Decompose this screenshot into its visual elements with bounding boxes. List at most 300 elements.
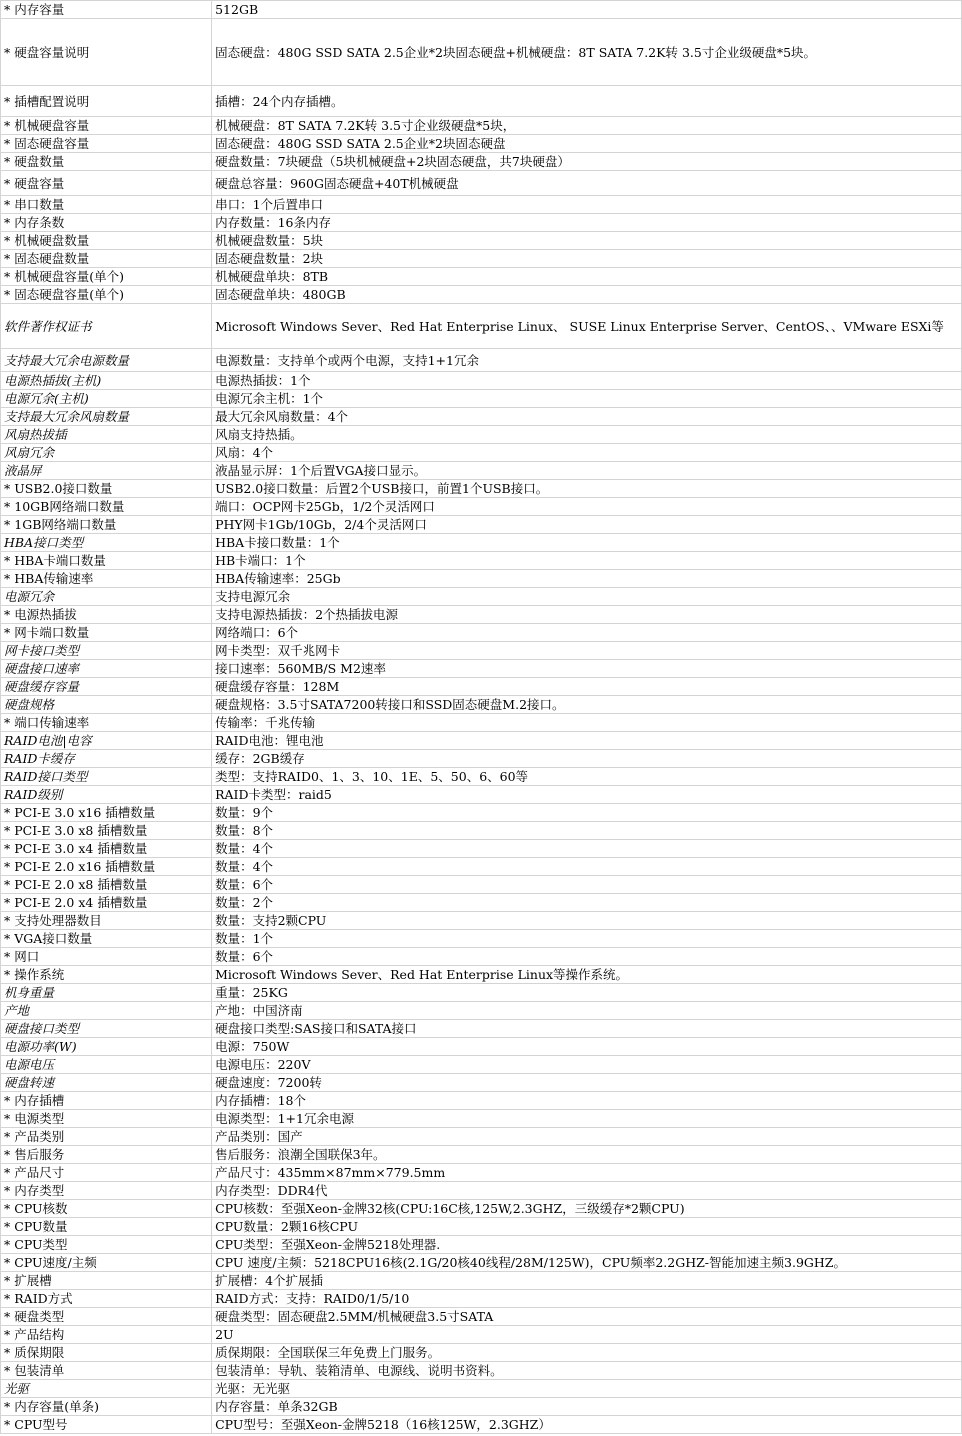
spec-value: 重量：25KG <box>212 984 962 1002</box>
spec-label-cell <box>1 1254 212 1272</box>
table-row <box>1 948 962 966</box>
spec-label-cell <box>1 1164 212 1182</box>
required-star-icon: * <box>4 118 11 133</box>
spec-value: 电源电压：220V <box>212 1056 962 1074</box>
spec-label: 硬盘缓存容量 <box>4 679 80 694</box>
spec-value: 光驱：无光驱 <box>212 1380 962 1398</box>
spec-label: 硬盘接口速率 <box>4 661 80 676</box>
spec-label-cell <box>1 1092 212 1110</box>
spec-label-cell <box>1 462 212 480</box>
spec-label-cell <box>1 588 212 606</box>
spec-label-cell <box>1 732 212 750</box>
spec-label: 包装清单 <box>14 1363 65 1378</box>
spec-label-cell <box>1 552 212 570</box>
spec-label: RAID方式 <box>14 1291 73 1306</box>
required-star-icon: * <box>4 251 11 266</box>
spec-label: 电源热插拔(主机) <box>4 373 102 388</box>
spec-label: 电源冗余(主机) <box>4 391 89 406</box>
spec-label: 机械硬盘容量(单个) <box>14 269 125 284</box>
table-row <box>1 678 962 696</box>
table-row <box>1 250 962 268</box>
spec-label: 内存类型 <box>14 1183 65 1198</box>
spec-value: 电源热插拔：1个 <box>212 372 962 390</box>
spec-value: 机械硬盘：8T SATA 7.2K转 3.5寸企业级硬盘*5块， <box>212 117 962 135</box>
spec-label: PCI-E 2.0 x4 插槽数量 <box>14 895 148 910</box>
table-row <box>1 660 962 678</box>
required-star-icon: * <box>4 1363 11 1378</box>
table-row <box>1 858 962 876</box>
spec-label-cell <box>1 750 212 768</box>
table-row <box>1 1056 962 1074</box>
required-star-icon: * <box>4 197 11 212</box>
spec-label: USB2.0接口数量 <box>14 481 113 496</box>
table-row <box>1 1344 962 1362</box>
table-row <box>1 1308 962 1326</box>
spec-value: USB2.0接口数量：后置2个USB接口，前置1个USB接口。 <box>212 480 962 498</box>
spec-label: 网卡接口类型 <box>4 643 80 658</box>
table-row <box>1 1200 962 1218</box>
spec-label: RAID卡缓存 <box>4 751 75 766</box>
spec-label-cell <box>1 912 212 930</box>
spec-label: 质保期限 <box>14 1345 65 1360</box>
spec-value: 质保期限：全国联保三年免费上门服务。 <box>212 1344 962 1362</box>
spec-label-cell <box>1 1002 212 1020</box>
spec-value: CPU数量：2颗16核CPU <box>212 1218 962 1236</box>
spec-value: 512GB <box>212 1 962 19</box>
spec-label-cell <box>1 1236 212 1254</box>
required-star-icon: * <box>4 841 11 856</box>
table-row <box>1 462 962 480</box>
table-row <box>1 984 962 1002</box>
required-star-icon: * <box>4 499 11 514</box>
spec-value: 产品尺寸：435mm×87mm×779.5mm <box>212 1164 962 1182</box>
spec-label-cell <box>1 349 212 372</box>
required-star-icon: * <box>4 1345 11 1360</box>
spec-value: CPU核数：至强Xeon-金牌32核(CPU:16C核,125W,2.3GHZ，三级缓存*2颗CPU) <box>212 1200 962 1218</box>
table-row <box>1 624 962 642</box>
table-row <box>1 804 962 822</box>
spec-label: 固态硬盘容量(单个) <box>14 287 125 302</box>
spec-label: 1GB网络端口数量 <box>14 517 117 532</box>
spec-label-cell <box>1 1272 212 1290</box>
required-star-icon: * <box>4 269 11 284</box>
spec-table-body <box>1 1 962 1434</box>
spec-label: PCI-E 3.0 x8 插槽数量 <box>14 823 148 838</box>
table-row <box>1 822 962 840</box>
spec-label: 内存容量 <box>14 2 65 17</box>
spec-label: CPU型号 <box>14 1417 68 1432</box>
spec-label: PCI-E 3.0 x4 插槽数量 <box>14 841 148 856</box>
table-row <box>1 153 962 171</box>
table-row <box>1 1128 962 1146</box>
spec-label: 内存插槽 <box>14 1093 65 1108</box>
required-star-icon: * <box>4 823 11 838</box>
required-star-icon: * <box>4 1201 11 1216</box>
required-star-icon: * <box>4 481 11 496</box>
spec-label: 10GB网络端口数量 <box>14 499 125 514</box>
spec-value: 固态硬盘：480G SSD SATA 2.5企业*2块固态硬盘+机械硬盘：8T SATA 7.2K转 3.5寸企业级硬盘*5块。 <box>212 19 962 86</box>
required-star-icon: * <box>4 931 11 946</box>
spec-label: 电源热插拔 <box>14 607 77 622</box>
table-row <box>1 1182 962 1200</box>
spec-label-cell <box>1 966 212 984</box>
required-star-icon: * <box>4 1129 11 1144</box>
spec-label-cell <box>1 444 212 462</box>
spec-label: PCI-E 2.0 x8 插槽数量 <box>14 877 148 892</box>
required-star-icon: * <box>4 233 11 248</box>
spec-value: 数量：6个 <box>212 876 962 894</box>
spec-label-cell <box>1 822 212 840</box>
spec-label-cell <box>1 1110 212 1128</box>
spec-label: 电源功率(W) <box>4 1039 77 1054</box>
spec-label-cell <box>1 19 212 86</box>
spec-value: 扩展槽：4个扩展插 <box>212 1272 962 1290</box>
spec-value: 产地：中国济南 <box>212 1002 962 1020</box>
spec-value: 数量：4个 <box>212 858 962 876</box>
required-star-icon: * <box>4 715 11 730</box>
spec-label: CPU速度/主频 <box>14 1255 97 1270</box>
table-row <box>1 1326 962 1344</box>
table-row <box>1 349 962 372</box>
spec-value: 硬盘接口类型:SAS接口和SATA接口 <box>212 1020 962 1038</box>
table-row <box>1 1074 962 1092</box>
spec-label: 操作系统 <box>14 967 65 982</box>
spec-label: 端口传输速率 <box>14 715 90 730</box>
spec-value: 网络端口：6个 <box>212 624 962 642</box>
spec-value: HBA传输速率：25Gb <box>212 570 962 588</box>
spec-label-cell <box>1 86 212 117</box>
spec-label-cell <box>1 153 212 171</box>
table-row <box>1 516 962 534</box>
required-star-icon: * <box>4 607 11 622</box>
required-star-icon: * <box>4 1147 11 1162</box>
required-star-icon: * <box>4 154 11 169</box>
spec-label: 硬盘容量说明 <box>14 44 90 60</box>
spec-label: 液晶屏 <box>4 463 42 478</box>
spec-value: 内存数量：16条内存 <box>212 214 962 232</box>
required-star-icon: * <box>4 1309 11 1324</box>
required-star-icon: * <box>4 895 11 910</box>
spec-label-cell <box>1 1398 212 1416</box>
spec-label: 固态硬盘数量 <box>14 251 90 266</box>
spec-value: 硬盘类型：固态硬盘2.5MM/机械硬盘3.5寸SATA <box>212 1308 962 1326</box>
required-star-icon: * <box>4 1219 11 1234</box>
spec-label: 内存条数 <box>14 215 65 230</box>
table-row <box>1 714 962 732</box>
spec-label-cell <box>1 534 212 552</box>
spec-label-cell <box>1 660 212 678</box>
table-row <box>1 214 962 232</box>
table-row <box>1 1362 962 1380</box>
spec-label-cell <box>1 250 212 268</box>
spec-value: 接口速率：560MB/S M2速率 <box>212 660 962 678</box>
spec-value: 传输率：千兆传输 <box>212 714 962 732</box>
spec-label-cell <box>1 570 212 588</box>
spec-label: CPU核数 <box>14 1201 68 1216</box>
spec-label-cell <box>1 1290 212 1308</box>
table-row <box>1 534 962 552</box>
table-row <box>1 117 962 135</box>
spec-label-cell <box>1 1128 212 1146</box>
spec-label-cell <box>1 840 212 858</box>
table-row <box>1 1002 962 1020</box>
spec-value: 售后服务：浪潮全国联保3年。 <box>212 1146 962 1164</box>
required-star-icon: * <box>4 1111 11 1126</box>
required-star-icon: * <box>4 93 11 109</box>
spec-label-cell <box>1 876 212 894</box>
table-row <box>1 372 962 390</box>
spec-label: 硬盘数量 <box>14 154 65 169</box>
spec-label-cell <box>1 930 212 948</box>
table-row <box>1 552 962 570</box>
spec-value: CPU 速度/主频：5218CPU16核(2.1G/20核40线程/28M/125W)，CPU频率2.2GHZ-智能加速主频3.9GHZ。 <box>212 1254 962 1272</box>
spec-label: PCI-E 2.0 x16 插槽数量 <box>14 859 156 874</box>
spec-value: 风扇支持热插。 <box>212 426 962 444</box>
table-row <box>1 1290 962 1308</box>
spec-label-cell <box>1 714 212 732</box>
spec-value: 产品类别：国产 <box>212 1128 962 1146</box>
table-row <box>1 696 962 714</box>
spec-label: PCI-E 3.0 x16 插槽数量 <box>14 805 156 820</box>
spec-label: HBA卡端口数量 <box>14 553 106 568</box>
spec-label-cell <box>1 786 212 804</box>
spec-label-cell <box>1 232 212 250</box>
spec-value: RAID卡类型：raid5 <box>212 786 962 804</box>
table-row <box>1 1020 962 1038</box>
table-row <box>1 426 962 444</box>
spec-label: 产品尺寸 <box>14 1165 65 1180</box>
required-star-icon: * <box>4 859 11 874</box>
spec-label: 串口数量 <box>14 197 65 212</box>
spec-value: 电源类型：1+1冗余电源 <box>212 1110 962 1128</box>
spec-label-cell <box>1 642 212 660</box>
required-star-icon: * <box>4 1237 11 1252</box>
spec-value: 插槽：24个内存插槽。 <box>212 86 962 117</box>
spec-label-cell <box>1 117 212 135</box>
spec-label-cell <box>1 1362 212 1380</box>
table-row <box>1 286 962 304</box>
spec-label: 支持最大冗余电源数量 <box>4 352 130 368</box>
spec-value: 数量：2个 <box>212 894 962 912</box>
table-row <box>1 1110 962 1128</box>
table-row <box>1 268 962 286</box>
spec-label-cell <box>1 1020 212 1038</box>
spec-label: 产品类别 <box>14 1129 65 1144</box>
spec-label-cell <box>1 678 212 696</box>
spec-label-cell <box>1 1056 212 1074</box>
spec-label: HBA接口类型 <box>4 535 84 550</box>
required-star-icon: * <box>4 1165 11 1180</box>
required-star-icon: * <box>4 1255 11 1270</box>
spec-label: 支持处理器数目 <box>14 913 102 928</box>
table-row <box>1 196 962 214</box>
spec-label: 产品结构 <box>14 1327 65 1342</box>
spec-value: Microsoft Windows Sever、Red Hat Enterprise Linux、 SUSE Linux Enterprise Server、CentOS、、VMware ESXi等 <box>212 304 962 349</box>
spec-label: 内存容量(单条) <box>14 1399 100 1414</box>
spec-label-cell <box>1 894 212 912</box>
required-star-icon: * <box>4 1327 11 1342</box>
required-star-icon: * <box>4 287 11 302</box>
spec-value: 硬盘数量：7块硬盘（5块机械硬盘+2块固态硬盘，共7块硬盘） <box>212 153 962 171</box>
spec-value: 数量：8个 <box>212 822 962 840</box>
spec-label: 网口 <box>14 949 40 964</box>
required-star-icon: * <box>4 877 11 892</box>
table-row <box>1 1164 962 1182</box>
table-row <box>1 86 962 117</box>
table-row <box>1 966 962 984</box>
table-row <box>1 642 962 660</box>
spec-label: RAID电池|电容 <box>4 733 92 748</box>
spec-label: 售后服务 <box>14 1147 65 1162</box>
spec-label-cell <box>1 286 212 304</box>
spec-label: 固态硬盘容量 <box>14 136 90 151</box>
required-star-icon: * <box>4 805 11 820</box>
spec-label: 机身重量 <box>4 985 55 1000</box>
spec-value: 固态硬盘：480G SSD SATA 2.5企业*2块固态硬盘 <box>212 135 962 153</box>
spec-value: 缓存：2GB缓存 <box>212 750 962 768</box>
spec-value: 机械硬盘单块：8TB <box>212 268 962 286</box>
spec-label: 网卡端口数量 <box>14 625 90 640</box>
spec-value: 支持电源冗余 <box>212 588 962 606</box>
spec-label: 产地 <box>4 1003 30 1018</box>
required-star-icon: * <box>4 913 11 928</box>
spec-label: VGA接口数量 <box>14 931 93 946</box>
spec-label-cell <box>1 372 212 390</box>
spec-label: 软件著作权证书 <box>4 318 92 334</box>
spec-label: 扩展槽 <box>14 1273 52 1288</box>
table-row <box>1 768 962 786</box>
table-row <box>1 732 962 750</box>
spec-label-cell <box>1 1038 212 1056</box>
table-row <box>1 1038 962 1056</box>
spec-value: 机械硬盘数量：5块 <box>212 232 962 250</box>
spec-label: 支持最大冗余风扇数量 <box>4 409 130 424</box>
table-row <box>1 390 962 408</box>
required-star-icon: * <box>4 1273 11 1288</box>
spec-label-cell <box>1 1344 212 1362</box>
required-star-icon: * <box>4 1093 11 1108</box>
spec-value: 风扇：4个 <box>212 444 962 462</box>
spec-label: 光驱 <box>4 1381 30 1396</box>
spec-label-cell <box>1 1308 212 1326</box>
spec-label-cell <box>1 984 212 1002</box>
spec-label-cell <box>1 858 212 876</box>
spec-value: RAID电池：锂电池 <box>212 732 962 750</box>
spec-value: 固态硬盘数量：2块 <box>212 250 962 268</box>
required-star-icon: * <box>4 136 11 151</box>
spec-value: 内存类型：DDR4代 <box>212 1182 962 1200</box>
spec-label: HBA传输速率 <box>14 571 94 586</box>
spec-value: Microsoft Windows Sever、Red Hat Enterprise Linux等操作系统。 <box>212 966 962 984</box>
required-star-icon: * <box>4 967 11 982</box>
spec-value: CPU型号：至强Xeon-金牌5218（16核125W，2.3GHZ） <box>212 1416 962 1434</box>
table-row <box>1 588 962 606</box>
required-star-icon: * <box>4 1399 11 1414</box>
spec-label-cell <box>1 408 212 426</box>
table-row <box>1 480 962 498</box>
table-row <box>1 1380 962 1398</box>
required-star-icon: * <box>4 44 11 60</box>
spec-value: 硬盘速度：7200转 <box>212 1074 962 1092</box>
spec-label: 机械硬盘容量 <box>14 118 90 133</box>
table-row <box>1 171 962 196</box>
spec-value: 2U <box>212 1326 962 1344</box>
spec-value: CPU类型：至强Xeon-金牌5218处理器. <box>212 1236 962 1254</box>
spec-label-cell <box>1 498 212 516</box>
spec-label-cell <box>1 135 212 153</box>
spec-value: 内存插槽：18个 <box>212 1092 962 1110</box>
spec-value: 网卡类型：双千兆网卡 <box>212 642 962 660</box>
spec-label-cell <box>1 606 212 624</box>
table-row <box>1 444 962 462</box>
table-row <box>1 498 962 516</box>
table-row <box>1 570 962 588</box>
table-row <box>1 19 962 86</box>
required-star-icon: * <box>4 2 11 17</box>
spec-label: CPU类型 <box>14 1237 68 1252</box>
spec-value: 电源数量：支持单个或两个电源，支持1+1冗余 <box>212 349 962 372</box>
required-star-icon: * <box>4 949 11 964</box>
spec-value: 数量：支持2颗CPU <box>212 912 962 930</box>
spec-label: CPU数量 <box>14 1219 68 1234</box>
spec-label-cell <box>1 804 212 822</box>
table-row <box>1 135 962 153</box>
table-row <box>1 750 962 768</box>
spec-label-cell <box>1 696 212 714</box>
spec-value: 最大冗余风扇数量：4个 <box>212 408 962 426</box>
spec-label-cell <box>1 390 212 408</box>
spec-label-cell <box>1 426 212 444</box>
spec-label: 插槽配置说明 <box>14 93 90 109</box>
table-row <box>1 304 962 349</box>
spec-value: PHY网卡1Gb/10Gb，2/4个灵活网口 <box>212 516 962 534</box>
spec-value: 串口：1个后置串口 <box>212 196 962 214</box>
spec-label: RAID级别 <box>4 787 63 802</box>
required-star-icon: * <box>4 1417 11 1432</box>
table-row <box>1 606 962 624</box>
required-star-icon: * <box>4 553 11 568</box>
required-star-icon: * <box>4 175 11 191</box>
spec-value: 硬盘规格：3.5寸SATA7200转接口和SSD固态硬盘M.2接口。 <box>212 696 962 714</box>
table-row <box>1 1272 962 1290</box>
table-row <box>1 840 962 858</box>
required-star-icon: * <box>4 1291 11 1306</box>
spec-label: 硬盘规格 <box>4 697 55 712</box>
spec-label: 硬盘接口类型 <box>4 1021 80 1036</box>
table-row <box>1 1398 962 1416</box>
spec-label-cell <box>1 1380 212 1398</box>
table-row <box>1 894 962 912</box>
required-star-icon: * <box>4 571 11 586</box>
spec-label-cell <box>1 1074 212 1092</box>
spec-label-cell <box>1 624 212 642</box>
spec-label-cell <box>1 171 212 196</box>
spec-label-cell <box>1 304 212 349</box>
table-row <box>1 232 962 250</box>
spec-label-cell <box>1 948 212 966</box>
table-row <box>1 1 962 19</box>
spec-label: 机械硬盘数量 <box>14 233 90 248</box>
required-star-icon: * <box>4 1183 11 1198</box>
spec-value: 类型：支持RAID0、1、3、10、1E、5、50、6、60等 <box>212 768 962 786</box>
table-row <box>1 786 962 804</box>
required-star-icon: * <box>4 215 11 230</box>
spec-label-cell <box>1 268 212 286</box>
spec-label-cell <box>1 1416 212 1434</box>
required-star-icon: * <box>4 517 11 532</box>
spec-value: 数量：9个 <box>212 804 962 822</box>
spec-label-cell <box>1 1146 212 1164</box>
